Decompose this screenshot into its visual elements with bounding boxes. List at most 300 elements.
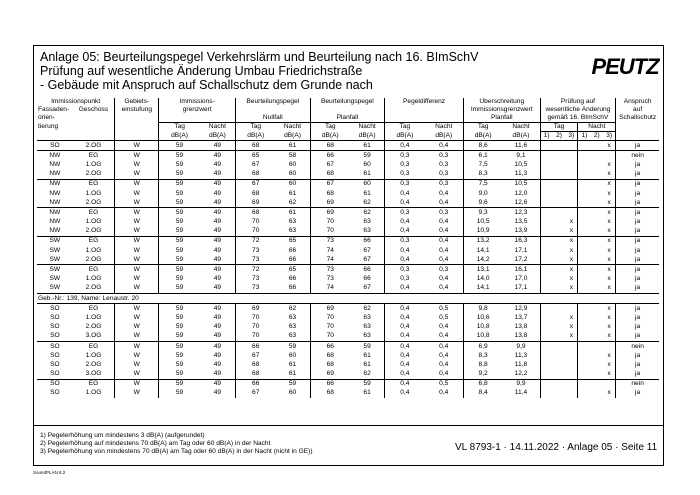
- cell-ign: 49: [200, 236, 236, 246]
- cell-f: NW: [37, 151, 73, 161]
- cell-t3: x: [565, 313, 578, 322]
- cell-f: SW: [49, 246, 61, 254]
- cell-t3: [565, 304, 578, 314]
- cell-n3: x: [603, 179, 616, 189]
- table-row: [37, 360, 659, 369]
- cell-n3: x: [603, 198, 616, 208]
- cell-nn: 66: [275, 246, 310, 255]
- cell-n1: [578, 179, 591, 189]
- cell-n3: [603, 151, 616, 161]
- cell-dn: 0,4: [425, 341, 464, 351]
- cell-t2: [553, 313, 566, 322]
- cell-t1: [540, 323, 553, 332]
- results-table: [37, 98, 659, 398]
- header-unit: dB(A): [159, 132, 200, 141]
- cell-ut: 8,3: [478, 170, 488, 178]
- cell-nn: 65: [275, 265, 310, 275]
- cell-dn: 0,3: [425, 265, 464, 275]
- cell-g: 1.OG: [73, 351, 115, 360]
- cell-t1: [540, 370, 553, 380]
- cell-un: 13,5: [502, 218, 540, 227]
- cell-t2: [553, 179, 566, 189]
- cell-t2: [553, 389, 566, 398]
- cell-t2: [553, 304, 566, 314]
- cell-igt: 59: [159, 379, 200, 389]
- cell-ign: 49: [200, 275, 236, 284]
- cell-t1: [540, 236, 553, 246]
- cell-n1: [578, 236, 591, 246]
- cell-t2: [553, 265, 566, 275]
- section-header: Geb.-Nr.: 139, Name: Lenaustr. 20: [37, 294, 659, 304]
- cell-un: 12,2: [502, 370, 540, 380]
- cell-ut: 7,5: [478, 160, 488, 168]
- cell-pt: 73: [310, 265, 350, 275]
- cell-nn: 59: [275, 341, 310, 351]
- table-row: [37, 179, 659, 189]
- cell-nt: 68: [252, 141, 260, 149]
- cell-n3: x: [603, 332, 616, 342]
- cell-n1: [578, 284, 591, 294]
- cell-ut: 14,0: [476, 275, 490, 283]
- header-pruef-3: gemäß 16. BImSchV: [540, 114, 616, 123]
- cell-ign: 49: [200, 379, 236, 389]
- cell-un: 13,8: [502, 332, 540, 342]
- cell-dn: 0,3: [425, 179, 464, 189]
- cell-n2: [591, 304, 604, 314]
- cell-nt: 70: [252, 218, 260, 226]
- header-pegeldiff: Pegeldifferenz: [385, 98, 464, 106]
- cell-ign: 49: [200, 227, 236, 237]
- cell-pn: 62: [350, 370, 385, 380]
- cell-igt: 59: [175, 323, 184, 331]
- cell-n1: [578, 389, 591, 398]
- cell-pt: 68: [326, 189, 334, 197]
- cell-n2: [591, 227, 604, 237]
- cell-t1: [540, 151, 553, 161]
- cell-igt: 59: [175, 170, 184, 178]
- cell-a: ja: [635, 218, 641, 226]
- cell-g: 1.OG: [73, 160, 115, 169]
- cell-un: 13,7: [502, 313, 540, 322]
- cell-dt: 0,4: [400, 370, 410, 378]
- cell-g: 1.OG: [73, 389, 115, 398]
- cell-n2: [591, 198, 604, 208]
- cell-g: 1.OG: [73, 313, 115, 322]
- cell-pn: 61: [350, 141, 385, 151]
- software-credit: SoundPLAN 8.2: [33, 470, 66, 475]
- cell-ign: 49: [200, 332, 236, 342]
- cell-n2: [591, 246, 604, 255]
- cell-dt: 0,4: [385, 341, 425, 351]
- cell-dt: 0,4: [400, 323, 410, 331]
- cell-g: 2.OG: [73, 227, 115, 237]
- cell-n3: x: [603, 370, 616, 380]
- cell-igt: 59: [159, 179, 200, 189]
- cell-dt: 0,3: [385, 265, 425, 275]
- cell-ut: 7,5: [463, 179, 502, 189]
- cell-n1: [578, 351, 591, 360]
- cell-n1: [578, 189, 591, 198]
- cell-t2: [553, 189, 566, 198]
- cell-dn: 0,4: [425, 284, 464, 294]
- table-row: [37, 236, 659, 246]
- cell-f: SO: [50, 313, 60, 321]
- cell-n1: [578, 160, 591, 169]
- cell-ut: 6,1: [463, 151, 502, 161]
- cell-t2: [553, 275, 566, 284]
- cell-nn: 61: [275, 370, 310, 380]
- cell-g: 2.OG: [73, 360, 115, 369]
- header-geschoss: Geschoss: [73, 106, 115, 114]
- cell-igt: 59: [175, 332, 184, 340]
- cell-n2: [591, 236, 604, 246]
- cell-igt: 59: [159, 151, 200, 161]
- cell-f: SO: [50, 360, 60, 368]
- cell-nn: 60: [275, 389, 310, 398]
- cell-t1: [540, 208, 553, 218]
- cell-un: 16,1: [502, 265, 540, 275]
- cell-t1: [540, 246, 553, 255]
- cell-dn: 0,4: [425, 218, 464, 227]
- cell-dt: 0,4: [385, 304, 425, 314]
- cell-nn: 62: [275, 304, 310, 314]
- cell-t3: [565, 160, 578, 169]
- cell-t1: [540, 284, 553, 294]
- cell-dt: 0,3: [385, 151, 425, 161]
- cell-dt: 0,3: [385, 236, 425, 246]
- header-gebiet: [115, 98, 159, 106]
- header-fassaden-2: orien-: [38, 114, 55, 121]
- cell-nt: 73: [252, 275, 260, 283]
- cell-igt: 59: [159, 341, 200, 351]
- cell-t2: [553, 351, 566, 360]
- cell-nt: 72: [236, 236, 276, 246]
- cell-t1: [540, 351, 553, 360]
- table-row: [37, 379, 659, 389]
- cell-dt: 0,4: [400, 389, 410, 397]
- cell-t3: [565, 389, 578, 398]
- cell-g: EG: [73, 341, 115, 351]
- cell-dn: 0,4: [425, 351, 464, 360]
- svg-text:PEUTZ: PEUTZ: [591, 54, 659, 79]
- cell-dt: 0,4: [400, 351, 410, 359]
- table-row: [37, 284, 659, 294]
- cell-t3: x: [565, 265, 578, 275]
- cell-t3: [565, 341, 578, 351]
- cell-a: ja: [635, 275, 641, 283]
- cell-ut: 8,6: [478, 141, 488, 149]
- footnote-2: 2) Pegelerhöhung auf mindestens 70 dB(A) am Tag oder 60 dB(A) in der Nacht: [40, 440, 271, 448]
- cell-dt: 0,3: [385, 179, 425, 189]
- cell-t3: [565, 189, 578, 198]
- header-nacht: Nacht: [502, 123, 540, 132]
- cell-un: 10,5: [502, 160, 540, 169]
- cell-dt: 0,4: [400, 284, 410, 292]
- header-fassaden-3: tierung: [38, 122, 59, 130]
- cell-ign: 49: [200, 360, 236, 369]
- cell-pn: 61: [350, 189, 385, 198]
- cell-n3: x: [603, 170, 616, 180]
- cell-nt: 73: [252, 255, 260, 263]
- cell-f: NW: [49, 198, 61, 206]
- cell-dn: 0,4: [425, 189, 464, 198]
- cell-ign: 49: [200, 255, 236, 265]
- header-tag: Tag: [540, 123, 578, 132]
- cell-n1: [578, 141, 591, 151]
- cell-t3: [565, 379, 578, 389]
- header-pruef: [540, 98, 616, 106]
- cell-e: W: [115, 170, 159, 180]
- cell-ign: 49: [200, 370, 236, 380]
- cell-a: nein: [616, 341, 659, 351]
- header-unit: dB(A): [200, 132, 236, 141]
- cell-dn: 0,4: [425, 389, 464, 398]
- cell-nt: 70: [252, 323, 260, 331]
- cell-n3: x: [603, 323, 616, 332]
- cell-ign: 49: [200, 189, 236, 198]
- cell-nn: 62: [275, 198, 310, 208]
- table-row: [37, 313, 659, 322]
- cell-a: ja: [616, 265, 659, 275]
- cell-dt: 0,4: [385, 379, 425, 389]
- cell-nn: 58: [275, 151, 310, 161]
- cell-dt: 0,3: [400, 160, 410, 168]
- cell-t1: [540, 170, 553, 180]
- cell-pt: 70: [326, 332, 334, 340]
- cell-a: ja: [635, 255, 641, 263]
- table-row: [37, 208, 659, 218]
- cell-n3: x: [603, 360, 616, 369]
- cell-e: W: [115, 189, 159, 198]
- cell-dn: 0,4: [425, 227, 464, 237]
- cell-nn: 66: [275, 284, 310, 294]
- cell-igt: 59: [175, 351, 184, 359]
- header-nullfall: Nullfall: [236, 114, 311, 123]
- cell-n1: [578, 151, 591, 161]
- cell-un: 9,9: [502, 341, 540, 351]
- cell-t3: [565, 370, 578, 380]
- cell-pt: 68: [326, 141, 334, 149]
- cell-un: 12,9: [502, 304, 540, 314]
- header-tag: Tag: [385, 123, 425, 132]
- cell-n2: [591, 284, 604, 294]
- cell-g: 1.OG: [73, 189, 115, 198]
- cell-ign: 49: [200, 284, 236, 294]
- cell-a: ja: [635, 141, 641, 149]
- cell-n1: [578, 255, 591, 265]
- header-note-2: 2): [553, 132, 566, 141]
- cell-n3: x: [603, 208, 616, 218]
- cell-n3: x: [603, 255, 616, 265]
- cell-t1: [540, 389, 553, 398]
- cell-dn: 0,4: [425, 141, 464, 151]
- cell-t2: [553, 170, 566, 180]
- cell-ut: 6,8: [463, 379, 502, 389]
- cell-dn: 0,3: [425, 208, 464, 218]
- cell-pt: 68: [326, 351, 334, 359]
- table-row: [37, 170, 659, 180]
- cell-dt: 0,4: [400, 255, 410, 263]
- cell-g: 2.OG: [73, 170, 115, 180]
- cell-pn: 66: [350, 275, 385, 284]
- cell-n2: [591, 218, 604, 227]
- cell-e: W: [115, 360, 159, 369]
- cell-nn: 66: [275, 255, 310, 265]
- cell-t2: [553, 341, 566, 351]
- cell-pn: 63: [350, 218, 385, 227]
- header-note-1: 1): [578, 132, 591, 141]
- cell-pt: 66: [310, 379, 350, 389]
- footnote-3: 3) Pegelerhöhung von mindestens 70 dB(A) am Tag oder 60 dB(A) in der Nacht (nicht in GE)): [40, 448, 313, 456]
- cell-a: ja: [635, 323, 641, 331]
- cell-nt: 67: [252, 389, 260, 397]
- cell-pt: 69: [326, 198, 334, 206]
- cell-a: ja: [635, 189, 641, 197]
- cell-t2: [553, 218, 566, 227]
- cell-dn: 0,4: [425, 198, 464, 208]
- cell-igt: 59: [159, 265, 200, 275]
- cell-n2: [591, 360, 604, 369]
- cell-g: EG: [73, 179, 115, 189]
- cell-pt: 66: [310, 151, 350, 161]
- cell-nt: 69: [252, 198, 260, 206]
- header-nacht: Nacht: [200, 123, 236, 132]
- cell-dt: 0,4: [400, 332, 410, 340]
- table-row: [37, 275, 659, 284]
- cell-nt: 67: [252, 351, 260, 359]
- header-planfall: Planfall: [310, 114, 385, 123]
- table-row: [37, 218, 659, 227]
- header-pruef-1: Prüfung auf: [560, 98, 595, 105]
- cell-e: W: [115, 370, 159, 380]
- cell-n3: x: [603, 275, 616, 284]
- cell-igt: 59: [175, 160, 184, 168]
- cell-igt: 59: [159, 236, 200, 246]
- cell-ut: 14,1: [476, 284, 490, 292]
- cell-n3: x: [603, 189, 616, 198]
- header-nacht: Nacht: [275, 123, 310, 132]
- cell-dn: 0,4: [425, 323, 464, 332]
- table-row: [37, 255, 659, 265]
- header-anspruch-3: Schallschutz: [619, 114, 657, 121]
- cell-e: W: [115, 313, 159, 322]
- cell-igt: 59: [175, 275, 184, 283]
- cell-ut: 9,0: [478, 189, 488, 197]
- cell-n2: [591, 351, 604, 360]
- cell-a: ja: [616, 179, 659, 189]
- cell-n3: x: [603, 246, 616, 255]
- cell-pn: 66: [350, 265, 385, 275]
- cell-n1: [578, 379, 591, 389]
- cell-e: W: [115, 227, 159, 237]
- table-row: [37, 370, 659, 380]
- cell-n2: [591, 255, 604, 265]
- cell-pn: 62: [350, 304, 385, 314]
- page-subtitle: Prüfung auf wesentliche Änderung Umbau Friedrichstraße: [40, 64, 363, 78]
- cell-nn: 61: [275, 360, 310, 369]
- cell-f: SO: [50, 351, 60, 359]
- cell-n2: [591, 341, 604, 351]
- cell-ut: 8,8: [478, 360, 488, 368]
- cell-n1: [578, 227, 591, 237]
- cell-t3: [565, 351, 578, 360]
- cell-nn: 61: [275, 141, 310, 151]
- cell-e: W: [115, 332, 159, 342]
- cell-e: W: [115, 246, 159, 255]
- header-ueber: [463, 98, 540, 106]
- cell-pt: 67: [326, 160, 334, 168]
- header-ueber-3: Planfall: [463, 114, 540, 123]
- table-row: [37, 141, 659, 151]
- cell-un: 12,3: [502, 208, 540, 218]
- cell-n2: [591, 151, 604, 161]
- cell-dn: 0,4: [425, 332, 464, 342]
- cell-pt: 66: [310, 341, 350, 351]
- cell-igt: 59: [175, 246, 184, 254]
- cell-t2: [553, 208, 566, 218]
- cell-ign: 49: [200, 170, 236, 180]
- cell-t1: [540, 304, 553, 314]
- cell-pt: 68: [326, 170, 334, 178]
- cell-t2: [553, 332, 566, 342]
- cell-pn: 66: [350, 236, 385, 246]
- cell-a: ja: [635, 170, 641, 178]
- cell-un: 17,0: [502, 275, 540, 284]
- cell-g: 3.OG: [73, 370, 115, 380]
- cell-dt: 0,4: [400, 141, 410, 149]
- cell-g: 2.OG: [73, 323, 115, 332]
- cell-t1: [540, 198, 553, 208]
- cell-nt: 67: [252, 160, 260, 168]
- cell-n2: [591, 265, 604, 275]
- header-unit: dB(A): [463, 132, 502, 141]
- cell-pn: 61: [350, 170, 385, 180]
- cell-nn: 63: [275, 332, 310, 342]
- cell-n2: [591, 389, 604, 398]
- cell-n3: [603, 341, 616, 351]
- cell-pn: 67: [350, 284, 385, 294]
- header-ueber-2: Immissionsgrenzwert: [463, 106, 540, 114]
- cell-n1: [578, 218, 591, 227]
- cell-igt: 59: [175, 255, 184, 263]
- cell-ign: 49: [200, 351, 236, 360]
- cell-f: NW: [49, 218, 61, 226]
- cell-a: ja: [635, 332, 641, 340]
- cell-dt: 0,4: [400, 313, 410, 321]
- cell-n3: x: [603, 236, 616, 246]
- cell-nt: 68: [252, 370, 260, 378]
- cell-t3: x: [565, 332, 578, 342]
- cell-pn: 67: [350, 246, 385, 255]
- cell-n2: [591, 208, 604, 218]
- cell-dt: 0,4: [400, 189, 410, 197]
- cell-nn: 59: [275, 379, 310, 389]
- cell-nt: 70: [252, 332, 260, 340]
- cell-igt: 59: [159, 304, 200, 314]
- cell-n1: [578, 341, 591, 351]
- cell-f: SO: [50, 323, 60, 331]
- cell-dn: 0,3: [425, 170, 464, 180]
- cell-nt: 68: [252, 189, 260, 197]
- cell-pn: 61: [350, 360, 385, 369]
- table-row: [37, 304, 659, 314]
- cell-n3: x: [603, 141, 616, 151]
- cell-f: SO: [50, 370, 60, 378]
- page-title: Anlage 05: Beurteilungspegel Verkehrslärm und Beurteilung nach 16. BImSchV: [40, 50, 479, 64]
- cell-pt: 70: [326, 313, 334, 321]
- table-row: [37, 189, 659, 198]
- footer-separator: [33, 425, 664, 426]
